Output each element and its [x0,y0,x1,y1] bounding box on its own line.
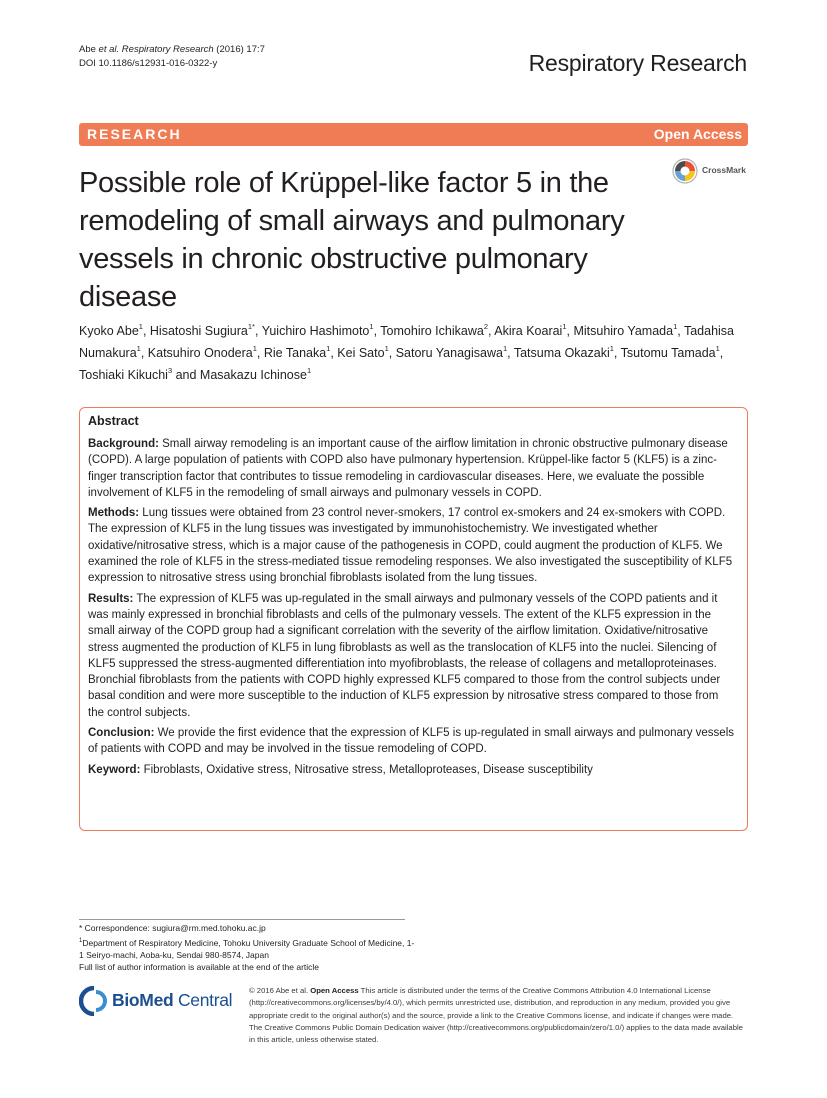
crossmark-label: CrossMark [702,165,746,175]
abstract-section-text: The expression of KLF5 was up-regulated in the small airways and pulmonary vessels of the COPD patients and it was mainly expressed in bronchial fibroblasts and cells of the pulmonary vessels. The extent of the KLF5 expression in the small airway of the COPD group had a significant correlation with the severity of the airflow limitation. Oxidative/nitrosative stress augmented the production of KLF5 in lung fibroblasts as well as the translocation of KLF5 into the nuclei. Silencing of KLF5 suppressed the stress-augmented differentiation into myofibroblasts, the release of collagens and metalloproteinases. Bronchial fibroblasts from the patients with COPD highly expressed KLF5 compared to those from the control subjects under basal condition and were more susceptible to the induction of KLF5 expression by nitrosative stress compared to those from the control subjects. [88,592,721,719]
author [494,324,566,338]
biomed-central-logo[interactable] [79,985,239,1017]
section-label: RESEARCH [87,126,182,142]
author-name: Mitsuhiro Yamada [573,324,674,338]
doi[interactable]: DOI 10.1186/s12931-016-0322-y [79,58,218,69]
author [150,324,255,338]
author-name: Katsuhiro Onodera [147,346,253,360]
footnote-divider [79,919,405,920]
crossmark-badge[interactable] [672,158,762,186]
author-name: Akira Koarai [494,324,563,338]
abstract-section-label: Keyword: [88,763,141,776]
author-affiliation-sup: 1 [138,322,143,331]
author-name: Tadahisa Numakura [79,324,735,360]
author-name: Hisatoshi Sugiura [149,324,248,338]
author-affiliation-sup: 3 [167,366,173,375]
abstract-methods [88,505,736,586]
author-affiliation-sup: 1 [562,322,567,331]
abstract-content [88,414,736,782]
abstract-results [88,591,736,721]
author-affiliation-sup: 1 [252,344,257,353]
abstract-section-text: Fibroblasts, Oxidative stress, Nitrosative stress, Metalloproteases, Disease susceptibility [140,763,593,776]
author-affiliation-sup: 2 [483,322,488,331]
author-affiliation-sup: 1 [673,322,678,331]
author [621,346,720,360]
license-body: This article is distributed under the terms of the Creative Commons Attribution 4.0 International License (http://creativecommons.org/licenses/by/4.0/), which permits unrestricted use, distribution, and reproduction in any medium, provided you give appropriate credit to the original author(s) and the source, provide a link to the Creative Commons license, and indicate if changes were made. The Creative Commons Public Domain Dedication waiver (http://creativecommons.org/publicdomain/zero/1.0/) applies to the data made available in this article, unless otherwise stated. [249,986,743,1045]
abstract-section-label: Background: [88,438,159,450]
license-open-access: Open Access [310,986,359,995]
author [514,346,614,360]
author [380,324,488,338]
footnotes [79,922,419,974]
author [262,324,374,338]
citation-etal: et al. [98,44,120,55]
author-name: Tatsuma Okazaki [513,346,610,360]
publisher-name-regular: Central [173,990,233,1010]
license-text [249,985,747,1046]
affiliation-text: Department of Respiratory Medicine, Tohoku University Graduate School of Medicine, 1-1 Seiryo-machi, Aoba-ku, Sendai 980-8574, Japan [79,937,415,960]
author [573,324,677,338]
author-name: Satoru Yanagisawa [395,346,503,360]
abstract-section-label: Methods: [88,507,140,520]
author-affiliation-sup: 1 [384,344,389,353]
author-name: Kyoko Abe [79,324,139,338]
journal-name: Respiratory Research [528,50,747,76]
abstract-box [79,407,748,831]
abstract-section-text: We provide the first evidence that the expression of KLF5 is up-regulated in small airways and pulmonary vessels of patients with COPD and may be involved in the tissue remodeling of COPD. [88,727,735,756]
author [200,368,311,382]
affiliation-sup: 1 [79,937,83,944]
author-affiliation-sup: 1 [306,366,312,375]
author-affiliation-sup: 1 [502,344,508,353]
crossmark-icon [672,158,698,184]
abstract-section-text: Lung tissues were obtained from 23 control never-smokers, 17 control ex-smokers and 24 ex-smokers with COPD. The expression of KLF5 in the lung tissues was investigated by immunohistochemistry. We investigated whether oxidative/nitrosative stress, which is a major cause of the pathogenesis in COPD, could augment the production of KLF5. We examined the role of KLF5 in the stress-mediated tissue remodeling responses. We also investigated the susceptibility of KLF5 expression to nitrosative stress using bronchial fibroblasts isolated from the lung tissues. [88,507,733,585]
copyright: © 2016 Abe et al. [249,986,311,995]
citation-authors: Abe [79,44,99,55]
author [79,324,143,338]
author-name: Kei Sato [337,346,385,360]
citation-year-volume: (2016) 17:7 [213,44,265,55]
citation-journal: Respiratory Research [121,44,214,55]
abstract-heading: Abstract [88,414,139,428]
author [264,346,330,360]
affiliation [79,935,419,962]
author-affiliation-sup: 1* [247,322,255,331]
publisher-name-bold: BioMed [112,990,174,1010]
author-name: Tsutomu Tamada [620,346,716,360]
author-name: Masakazu Ichinose [199,368,307,382]
author [396,346,507,360]
abstract-section-text: Small airway remodeling is an important cause of the airflow limitation in chronic obstructive pulmonary disease (COPD). A large population of patients with COPD also have pulmonary hypertension. Krüppel-like factor 5 (KLF5) is a zinc-finger transcription factor that contributes to tissue remodeling in cardiovascular diseases. Here, we evaluate the possible involvement of KLF5 in the remodeling of small airways and pulmonary vessels in COPD. [88,438,728,499]
author-affiliation-sup: 1 [136,344,141,353]
author-affiliation-sup: 1 [326,344,331,353]
author [148,346,257,360]
section-banner [79,123,748,146]
abstract-section-label: Results: [88,592,134,605]
author-affiliation-sup: 1 [715,344,720,353]
open-access-label: Open Access [653,126,742,142]
abstract-section-label: Conclusion: [88,727,155,740]
author-affiliation-sup: 1 [609,344,614,353]
publisher-name [112,990,232,1011]
author [337,346,388,360]
abstract-background [88,436,736,501]
author-name: Yuichiro Hashimoto [261,324,370,338]
author [79,368,172,382]
author-name: Tomohiro Ichikawa [380,324,484,338]
author-affiliation-sup: 1 [369,322,374,331]
biomed-central-icon [79,986,109,1016]
author-name: Rie Tanaka [263,346,327,360]
article-title: Possible role of Krüppel-like factor 5 in the remodeling of small airways and pulmonary vessels in chronic obstructive pulmonary disease [79,167,625,313]
full-author-info-note: Full list of author information is available at the end of the article [79,962,320,973]
abstract-conclusion [88,725,736,758]
author-name: Toshiaki Kikuchi [79,368,168,382]
abstract-keywords [88,762,736,778]
author-list: Kyoko Abe$^1$, Hisatoshi Sugiura$^{1*}$, Yuichiro Hashimoto$^1$, Tomohiro Ichikawa$^2$, Akira Koarai$^1$, Mitsuhiro Yamada$^1$, Tadahisa Numakura$^1$, Katsuhiro Onodera$^1$, Rie Tanaka$^1$, Kei Sato$^1$, Satoru Yanagisawa$^1$, Tatsuma Okazaki$^1$, Tsutomu Tamada$^1$, Toshiaki Kikuchi$^3$ and Masakazu Ichinose$^1$ [79,322,735,382]
correspondence[interactable]: * Correspondence: sugiura@rm.med.tohoku.ac.jp [79,923,266,933]
